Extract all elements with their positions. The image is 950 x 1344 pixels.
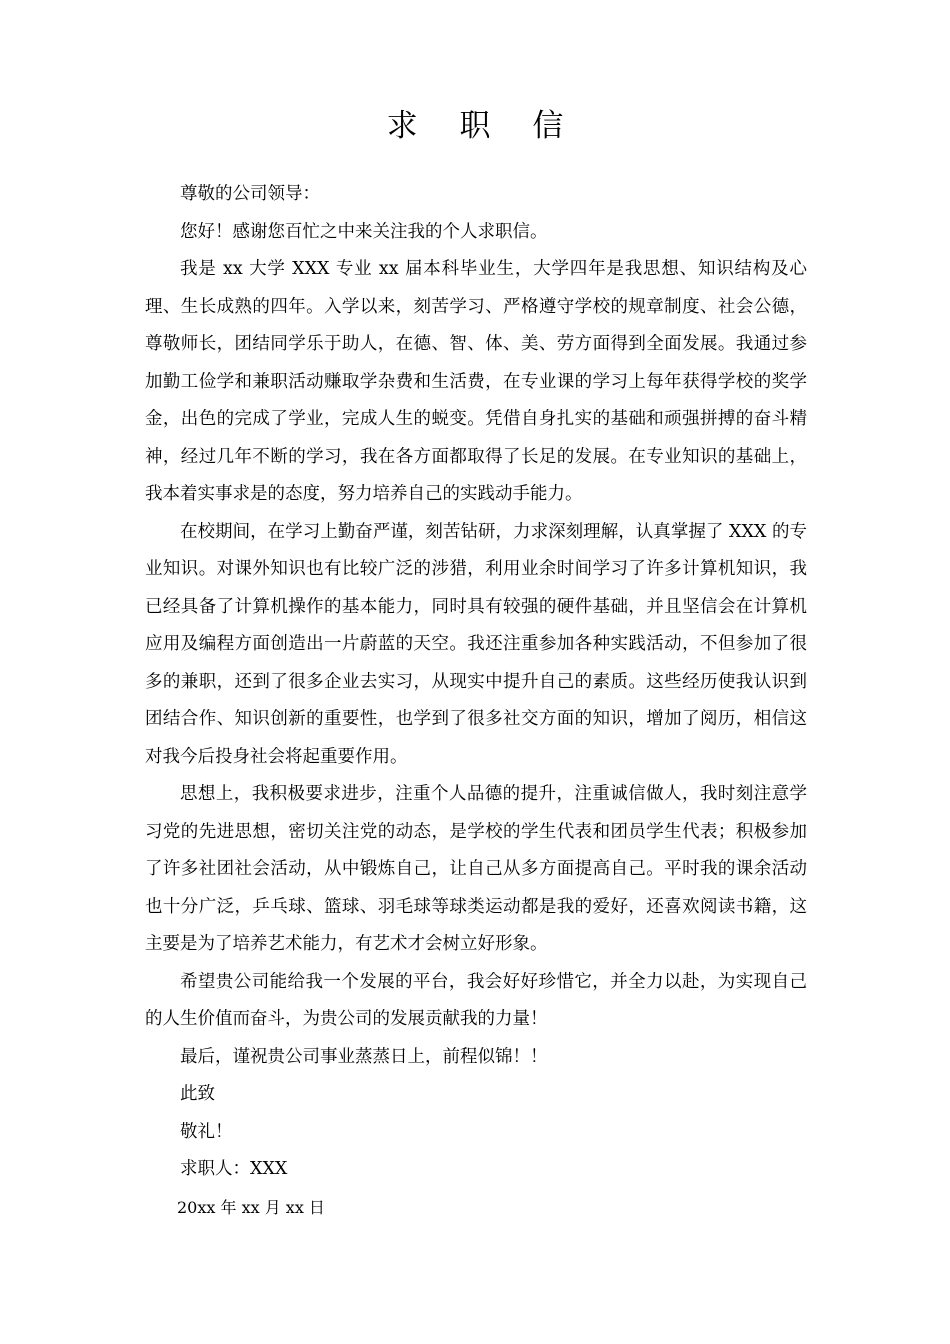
paragraph-school-period: 在校期间，在学习上勤奋严谨，刻苦钻研，力求深刻理解，认真掌握了 XXX 的专业知识。对课外知识也有比较广泛的涉猎，利用业余时间学习了许多计算机知识，我已经具备了计算机操作的基本能力，同时具有较强的硬件基础，并且坚信会在计算机应用及编程方面创造出一片蔚蓝的天空。我还注重参加各种实践活动，不但参加了很多的兼职，还到了很多企业去实习，从现实中提升自己的素质。这些经历使我认识到团结合作、知识创新的重要性，也学到了很多社交方面的知识，增加了阅历，相信这对我今后投身社会将起重要作用。 <box>145 521 807 767</box>
paragraph-education: 我是 xx 大学 XXX 专业 xx 届本科毕业生，大学四年是我思想、知识结构及心理、生长成熟的四年。入学以来，刻苦学习、严格遵守学校的规章制度、社会公德，尊敬师长，团结同学乐于助人，在德、智、体、美、劳方面得到全面发展。我通过参加勤工俭学和兼职活动赚取学杂费和生活费，在专业课的学习上每年获得学校的奖学金，出色的完成了学业，完成人生的蜕变。凭借自身扎实的基础和顽强拼搏的奋斗精神，经过几年不断的学习，我在各方面都取得了长足的发展。在专业知识的基础上，我本着实事求是的态度，努力培养自己的实践动手能力。 <box>145 259 807 504</box>
letter-date: 20xx 年 xx 月 xx 日 <box>177 1197 325 1217</box>
closing-wish: 最后，谨祝贵公司事业蒸蒸日上，前程似锦！！ <box>180 1046 548 1067</box>
salutation: 尊敬的公司领导： <box>180 184 320 204</box>
closing-ci-zhi: 此致 <box>180 1084 215 1104</box>
greeting: 您好！感谢您百忙之中来关注我的个人求职信。 <box>180 221 548 242</box>
signature: 求职人：XXX <box>180 1159 288 1179</box>
letter-body <box>145 176 807 1226</box>
paragraph-ideology: 思想上，我积极要求进步，注重个人品德的提升，注重诚信做人，我时刻注意学习党的先进思想，密切关注党的动态，是学校的学生代表和团员学生代表；积极参加了许多社团社会活动，从中锻炼自己，让自己从多方面提高自己。平时我的课余活动也十分广泛，乒乓球、篮球、羽毛球等球类运动都是我的爱好，还喜欢阅读书籍，这主要是为了培养艺术能力，有艺术才会树立好形象。 <box>145 784 807 954</box>
paragraph-hope: 希望贵公司能给我一个发展的平台，我会好好珍惜它，并全力以赴，为实现自己的人生价值而奋斗，为贵公司的发展贡献我的力量！ <box>145 971 807 1029</box>
page-title: 求 职 信 <box>386 108 580 144</box>
closing-jing-li: 敬礼！ <box>180 1121 233 1142</box>
